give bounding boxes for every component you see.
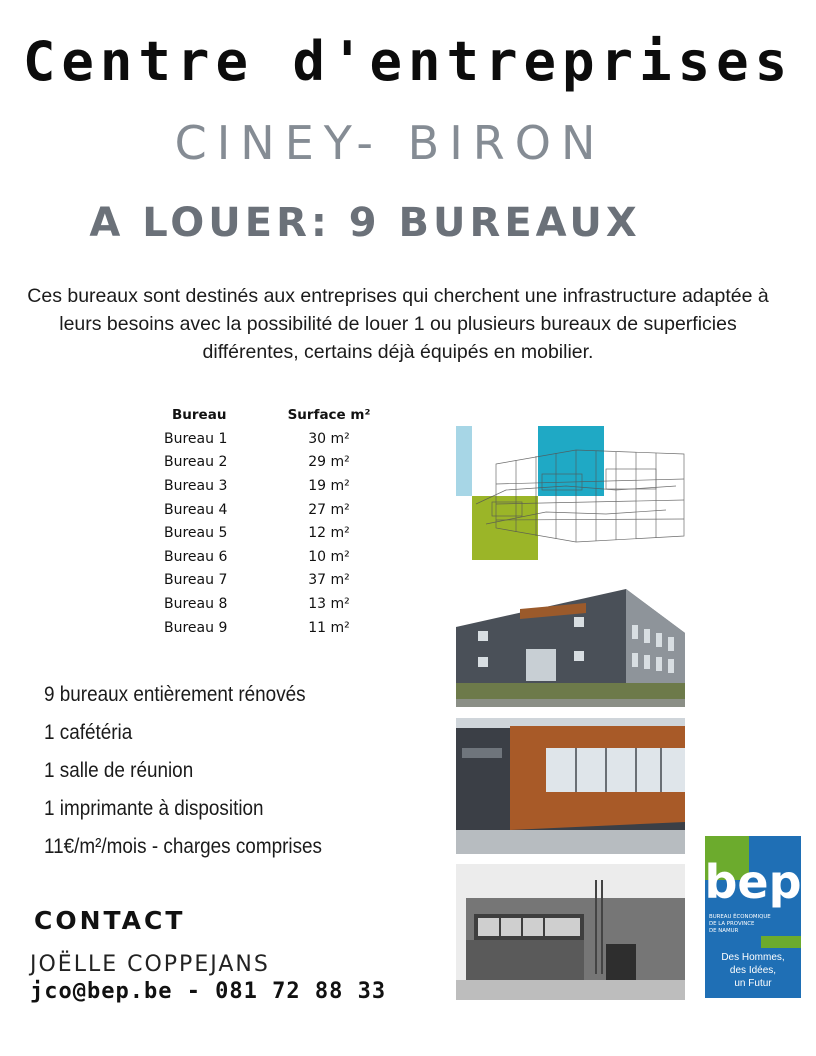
building-photo-corner [456,718,685,854]
page-subtitle: CINEY- BIRON [174,116,606,170]
bureau-surface-cell: 13 m² [308,595,350,612]
rental-headline: A LOUER: 9 BUREAUX [89,200,641,246]
bureau-name-cell: Bureau 6 [164,548,228,565]
bureau-surface-cell: 27 m² [308,501,350,518]
building-photo-exterior [456,587,685,707]
table-row [154,451,394,475]
svg-text:des Idées,: des Idées, [729,965,777,976]
svg-text:DE LA PROVINCE: DE LA PROVINCE [709,921,755,927]
logo-brand-text: bep [705,855,801,909]
office-surface-table [154,406,404,639]
building-photo-bw [456,864,685,1000]
page-title: Centre d'entreprises [22,30,794,93]
svg-text:un Futur: un Futur [734,978,772,989]
table-row [154,616,394,640]
svg-text:BUREAU ÉCONOMIQUE: BUREAU ÉCONOMIQUE [709,914,771,920]
feature-item: 9 bureaux entièrement rénovés [44,683,306,706]
bureau-name-cell: Bureau 3 [164,477,228,494]
feature-item: 1 cafétéria [44,721,133,744]
table-row [154,569,394,593]
feature-item: 1 salle de réunion [44,759,194,782]
contact-heading: CONTACT [34,906,186,935]
bureau-name-cell: Bureau 8 [164,595,228,612]
table-header-row [154,406,394,427]
bureau-surface-cell: 10 m² [308,548,350,565]
bureau-surface-cell: 29 m² [308,454,350,471]
bureau-name-cell: Bureau 1 [164,430,228,447]
feature-list [44,676,444,866]
bureau-surface-cell: 37 m² [308,572,350,589]
table-row [154,592,394,616]
wireframe-illustration [456,424,685,562]
column-header-surface: Surface m² [287,407,371,423]
table-row [154,474,394,498]
bureau-name-cell: Bureau 9 [164,619,228,636]
bureau-name-cell: Bureau 4 [164,501,228,518]
intro-paragraph: Ces bureaux sont destinés aux entreprises qui cherchent une infrastructure adaptée à leurs besoins avec la possibilité de louer 1 ou plusieurs bureaux de superficies différentes, certains déjà équipés en mobilier. [27,285,769,363]
contact-name: JOËLLE COPPEJANS [30,952,270,977]
feature-item: 11€/m²/mois - charges comprises [44,835,322,858]
feature-item: 1 imprimante à disposition [44,797,264,820]
bureau-surface-cell: 30 m² [308,430,350,447]
column-header-bureau: Bureau [172,407,227,423]
contact-email-phone: jco@bep.be - 081 72 88 33 [30,979,387,1004]
svg-text:DE NAMUR: DE NAMUR [709,928,739,934]
bureau-surface-cell: 12 m² [308,525,350,542]
table-row [154,545,394,569]
bep-logo [705,836,801,998]
bureau-surface-cell: 11 m² [308,619,350,636]
bureau-name-cell: Bureau 5 [164,525,228,542]
svg-text:Des Hommes,: Des Hommes, [721,952,785,963]
bureau-name-cell: Bureau 2 [164,454,228,471]
table-row [154,427,394,451]
bureau-surface-cell: 19 m² [308,477,350,494]
bureau-name-cell: Bureau 7 [164,572,228,589]
table-row [154,521,394,545]
table-row [154,498,394,522]
